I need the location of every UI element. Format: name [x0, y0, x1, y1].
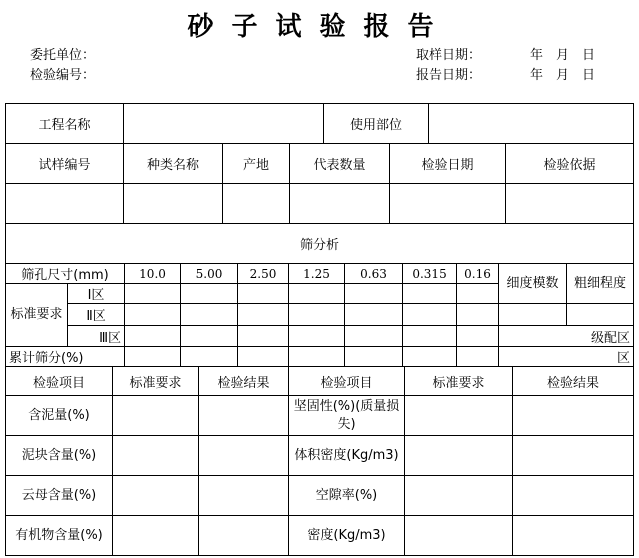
result-value[interactable]: [199, 476, 289, 516]
sample-no-label: 试样编号: [6, 144, 124, 184]
cumulative-cell[interactable]: [403, 347, 457, 367]
cumulative-cell[interactable]: [457, 347, 499, 367]
test-item: 有机物含量(%): [6, 516, 113, 556]
zone-label: Ⅰ区: [68, 284, 125, 304]
sieve-cell[interactable]: [125, 284, 181, 304]
test-item: 云母含量(%): [6, 476, 113, 516]
cumulative-cell[interactable]: [345, 347, 403, 367]
col-header: 检验结果: [199, 367, 289, 396]
sieve-cell[interactable]: [403, 284, 457, 304]
sieve-cell[interactable]: [125, 326, 181, 347]
sieve-cell[interactable]: [181, 284, 238, 304]
std-value[interactable]: [113, 396, 199, 436]
cumulative-label: 累计筛分(%): [6, 347, 125, 367]
sieve-cell[interactable]: [238, 304, 289, 326]
sieve-size: 1.25: [289, 264, 345, 284]
type-name-value[interactable]: [124, 184, 223, 224]
sieve-cell[interactable]: [289, 284, 345, 304]
sieve-cell[interactable]: [289, 326, 345, 347]
usage-part-value[interactable]: [429, 104, 634, 144]
test-item: 体积密度(Kg/m3): [289, 436, 405, 476]
origin-label: 产地: [223, 144, 290, 184]
report-date-label: 报告日期：: [416, 68, 482, 83]
std-value[interactable]: [113, 436, 199, 476]
test-basis-label: 检验依据: [506, 144, 634, 184]
type-name-label: 种类名称: [124, 144, 223, 184]
result-value[interactable]: [513, 516, 634, 556]
std-value[interactable]: [405, 476, 513, 516]
rep-qty-label: 代表数量: [290, 144, 390, 184]
sieve-size: 0.315: [403, 264, 457, 284]
sieve-section-title: 筛分析: [6, 224, 634, 264]
cumulative-cell[interactable]: [125, 347, 181, 367]
info-table: [5, 103, 634, 144]
rep-qty-value[interactable]: [290, 184, 390, 224]
sieve-cell[interactable]: [345, 304, 403, 326]
test-date-label: 检验日期: [390, 144, 506, 184]
sieve-table: [5, 263, 634, 367]
report-date-value: 年 月 日: [530, 68, 596, 83]
std-value[interactable]: [405, 516, 513, 556]
col-header: 检验结果: [513, 367, 634, 396]
test-item: 密度(Kg/m3): [289, 516, 405, 556]
sieve-cell[interactable]: [238, 284, 289, 304]
tests-table: [5, 366, 634, 556]
sieve-size: 2.50: [238, 264, 289, 284]
sieve-cell[interactable]: [181, 326, 238, 347]
sieve-cell[interactable]: [457, 326, 499, 347]
test-item: 坚固性(%)(质量损失): [289, 396, 405, 436]
origin-value[interactable]: [223, 184, 290, 224]
test-item: 含泥量(%): [6, 396, 113, 436]
test-date-value[interactable]: [390, 184, 506, 224]
sieve-cell[interactable]: [289, 304, 345, 326]
zone-label: Ⅲ区: [68, 326, 125, 347]
sieve-cell[interactable]: [238, 326, 289, 347]
fineness-value[interactable]: [499, 304, 567, 326]
std-value[interactable]: [113, 516, 199, 556]
test-item: 空隙率(%): [289, 476, 405, 516]
fineness-label: 细度模数: [499, 264, 567, 304]
sieve-cell[interactable]: [181, 304, 238, 326]
report-title: 砂子试验报告: [187, 12, 452, 42]
std-req-label: 标准要求: [6, 284, 68, 347]
project-name-value[interactable]: [124, 104, 324, 144]
result-value[interactable]: [199, 516, 289, 556]
sieve-cell[interactable]: [125, 304, 181, 326]
coarseness-label: 粗细程度: [567, 264, 634, 304]
sieve-cell[interactable]: [345, 284, 403, 304]
aperture-label: 筛孔尺寸(mm): [6, 264, 125, 284]
std-value[interactable]: [113, 476, 199, 516]
std-value[interactable]: [405, 436, 513, 476]
std-value[interactable]: [405, 396, 513, 436]
col-header: 检验项目: [6, 367, 113, 396]
grading-zone-value: 区: [499, 347, 634, 367]
result-value[interactable]: [199, 396, 289, 436]
result-value[interactable]: [199, 436, 289, 476]
sieve-cell[interactable]: [403, 304, 457, 326]
grading-zone-label: 级配区: [499, 326, 634, 347]
result-value[interactable]: [513, 396, 634, 436]
col-header: 标准要求: [113, 367, 199, 396]
sieve-cell[interactable]: [403, 326, 457, 347]
col-header: 检验项目: [289, 367, 405, 396]
test-item: 泥块含量(%): [6, 436, 113, 476]
zone-label: Ⅱ区: [68, 304, 125, 326]
col-header: 标准要求: [405, 367, 513, 396]
usage-part-label: 使用部位: [324, 104, 429, 144]
client-label: 委托单位：: [30, 48, 96, 63]
sieve-size: 0.16: [457, 264, 499, 284]
cumulative-cell[interactable]: [289, 347, 345, 367]
result-value[interactable]: [513, 436, 634, 476]
code-label: 检验编号：: [30, 68, 96, 83]
sieve-size: 0.63: [345, 264, 403, 284]
sample-date-label: 取样日期：: [416, 48, 482, 63]
test-basis-value[interactable]: [506, 184, 634, 224]
sample-table: [5, 143, 634, 264]
sample-date-value: 年 月 日: [530, 48, 596, 63]
sieve-size: 5.00: [181, 264, 238, 284]
sieve-cell[interactable]: [345, 326, 403, 347]
coarseness-value[interactable]: [567, 304, 634, 326]
project-name-label: 工程名称: [6, 104, 124, 144]
sieve-cell[interactable]: [457, 284, 499, 304]
sieve-cell[interactable]: [457, 304, 499, 326]
sample-no-value[interactable]: [6, 184, 124, 224]
result-value[interactable]: [513, 476, 634, 516]
cumulative-cell[interactable]: [181, 347, 238, 367]
cumulative-cell[interactable]: [238, 347, 289, 367]
sieve-size: 10.0: [125, 264, 181, 284]
